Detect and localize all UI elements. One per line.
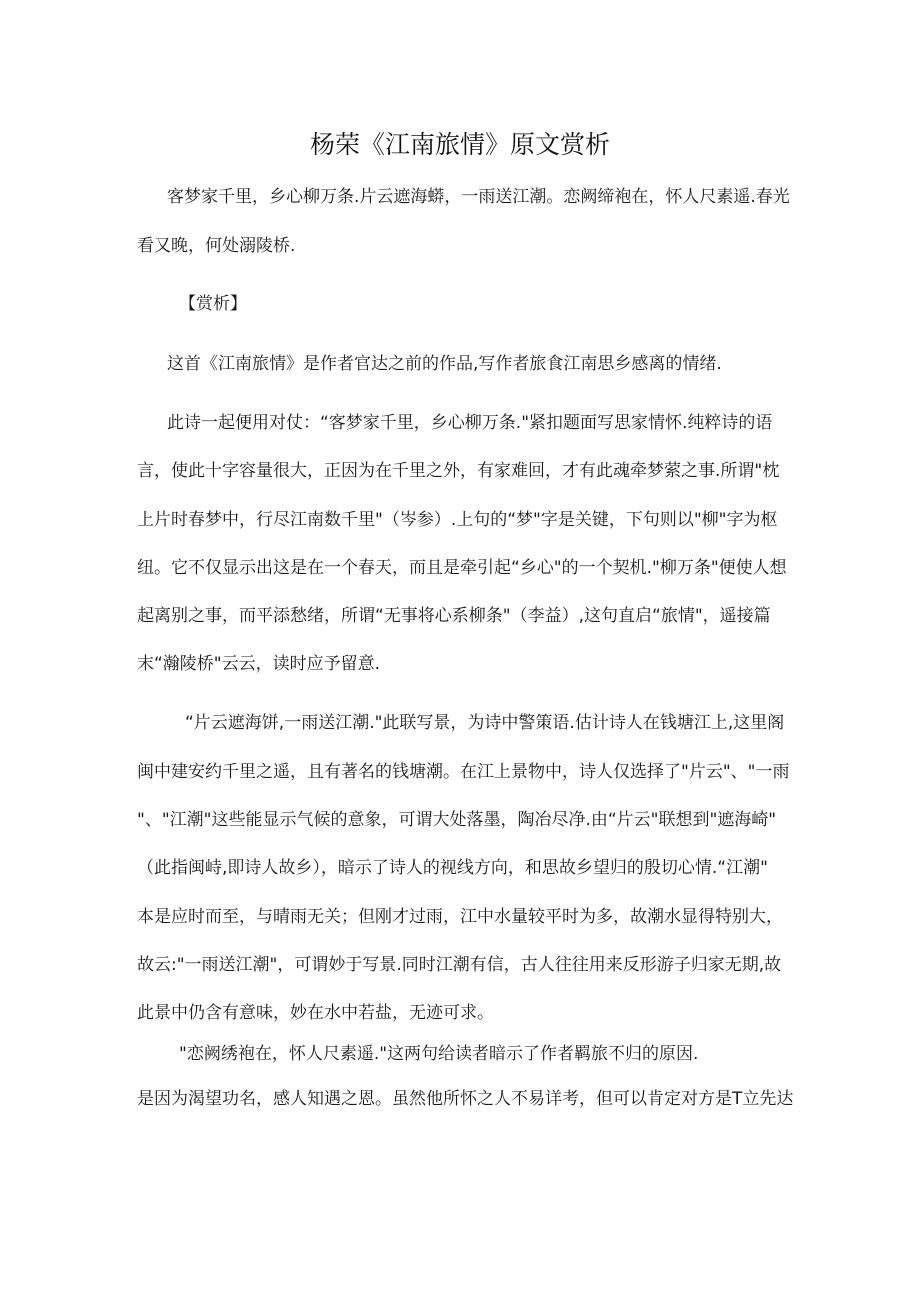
appreciation-heading: 【赏析】 bbox=[179, 294, 247, 314]
paragraph-line: 是因为渴望功名，感人知遇之恩。虽然他所怀之人不易详考，但可以肯定对方是T立先达 bbox=[137, 1089, 794, 1109]
paragraph-line: 本是应时而至，与晴雨无关；但刚才过雨，江中水量较平时为多，故潮水显得特别大， bbox=[137, 907, 783, 927]
paragraph-line: 起离别之事，而平添愁绪，所谓“无事将心系柳条"（李益）,这句直启“旅情"，遥接篇 bbox=[137, 606, 771, 626]
page-title: 杨荣《江南旅情》原文赏析 bbox=[309, 130, 610, 159]
poem-line: 客梦家千里，乡心柳万条.片云遮海蟒，一雨送江潮。恋阙缔袍在，怀人尺素遥.春光 bbox=[167, 187, 790, 207]
paragraph-line: 末“瀚陵桥"云云，读时应予留意. bbox=[137, 654, 381, 674]
paragraph-line: 此景中仍含有意味，妙在水中若盐，无迹可求。 bbox=[137, 1003, 494, 1023]
paragraph-line: 此诗一起便用对仗：“客梦家千里，乡心柳万条."紧扣题面写思家情怀.纯粹诗的语 bbox=[167, 413, 773, 433]
paragraph-line: （此指闽峙,即诗人故乡），暗示了诗人的视线方向，和思故乡望归的殷切心情.“江潮" bbox=[137, 858, 768, 878]
paragraph-line: “片云遮海饼,一雨送江潮."此联写景，为诗中警策语.估计诗人在钱塘江上,这里阁 bbox=[185, 713, 785, 733]
paragraph-line: "、"江潮"这些能显示气候的意象，可谓大处落墨，陶冶尽净.由“片云"联想到"遮海崎" bbox=[137, 810, 777, 830]
paragraph-line: 上片时春梦中，行尽江南数千里"（岑参）.上句的“梦"字是关键，下句则以"柳"字为枢 bbox=[137, 510, 778, 530]
paragraph-line: "恋阙绣袍在，怀人尺素遥."这两句给读者暗示了作者羁旅不归的原因. bbox=[179, 1044, 699, 1064]
paragraph-line: 闽中建安约千里之遥，且有著名的钱塘潮。在江上景物中，诗人仅选择了"片云"、"一雨 bbox=[137, 762, 790, 782]
paragraph-line: 故云:"一雨送江潮"，可谓妙于写景.同时江潮有信，古人往往用来反形游子归家无期,故 bbox=[137, 955, 782, 975]
poem-line: 看又晚，何处溺陵桥. bbox=[137, 236, 296, 256]
paragraph-line: 纽。它不仅显示出这是在一个春天，而且是牵引起“乡心"的一个契机."柳万条"便使人想 bbox=[137, 558, 787, 578]
paragraph-line: 言，使此十字容量很大，正因为在千里之外，有家难回，才有此魂牵梦萦之事.所谓"枕 bbox=[137, 461, 780, 481]
paragraph-line: 这首《江南旅情》是作者官达之前的作品,写作者旅食江南思乡感离的情绪. bbox=[167, 354, 722, 374]
